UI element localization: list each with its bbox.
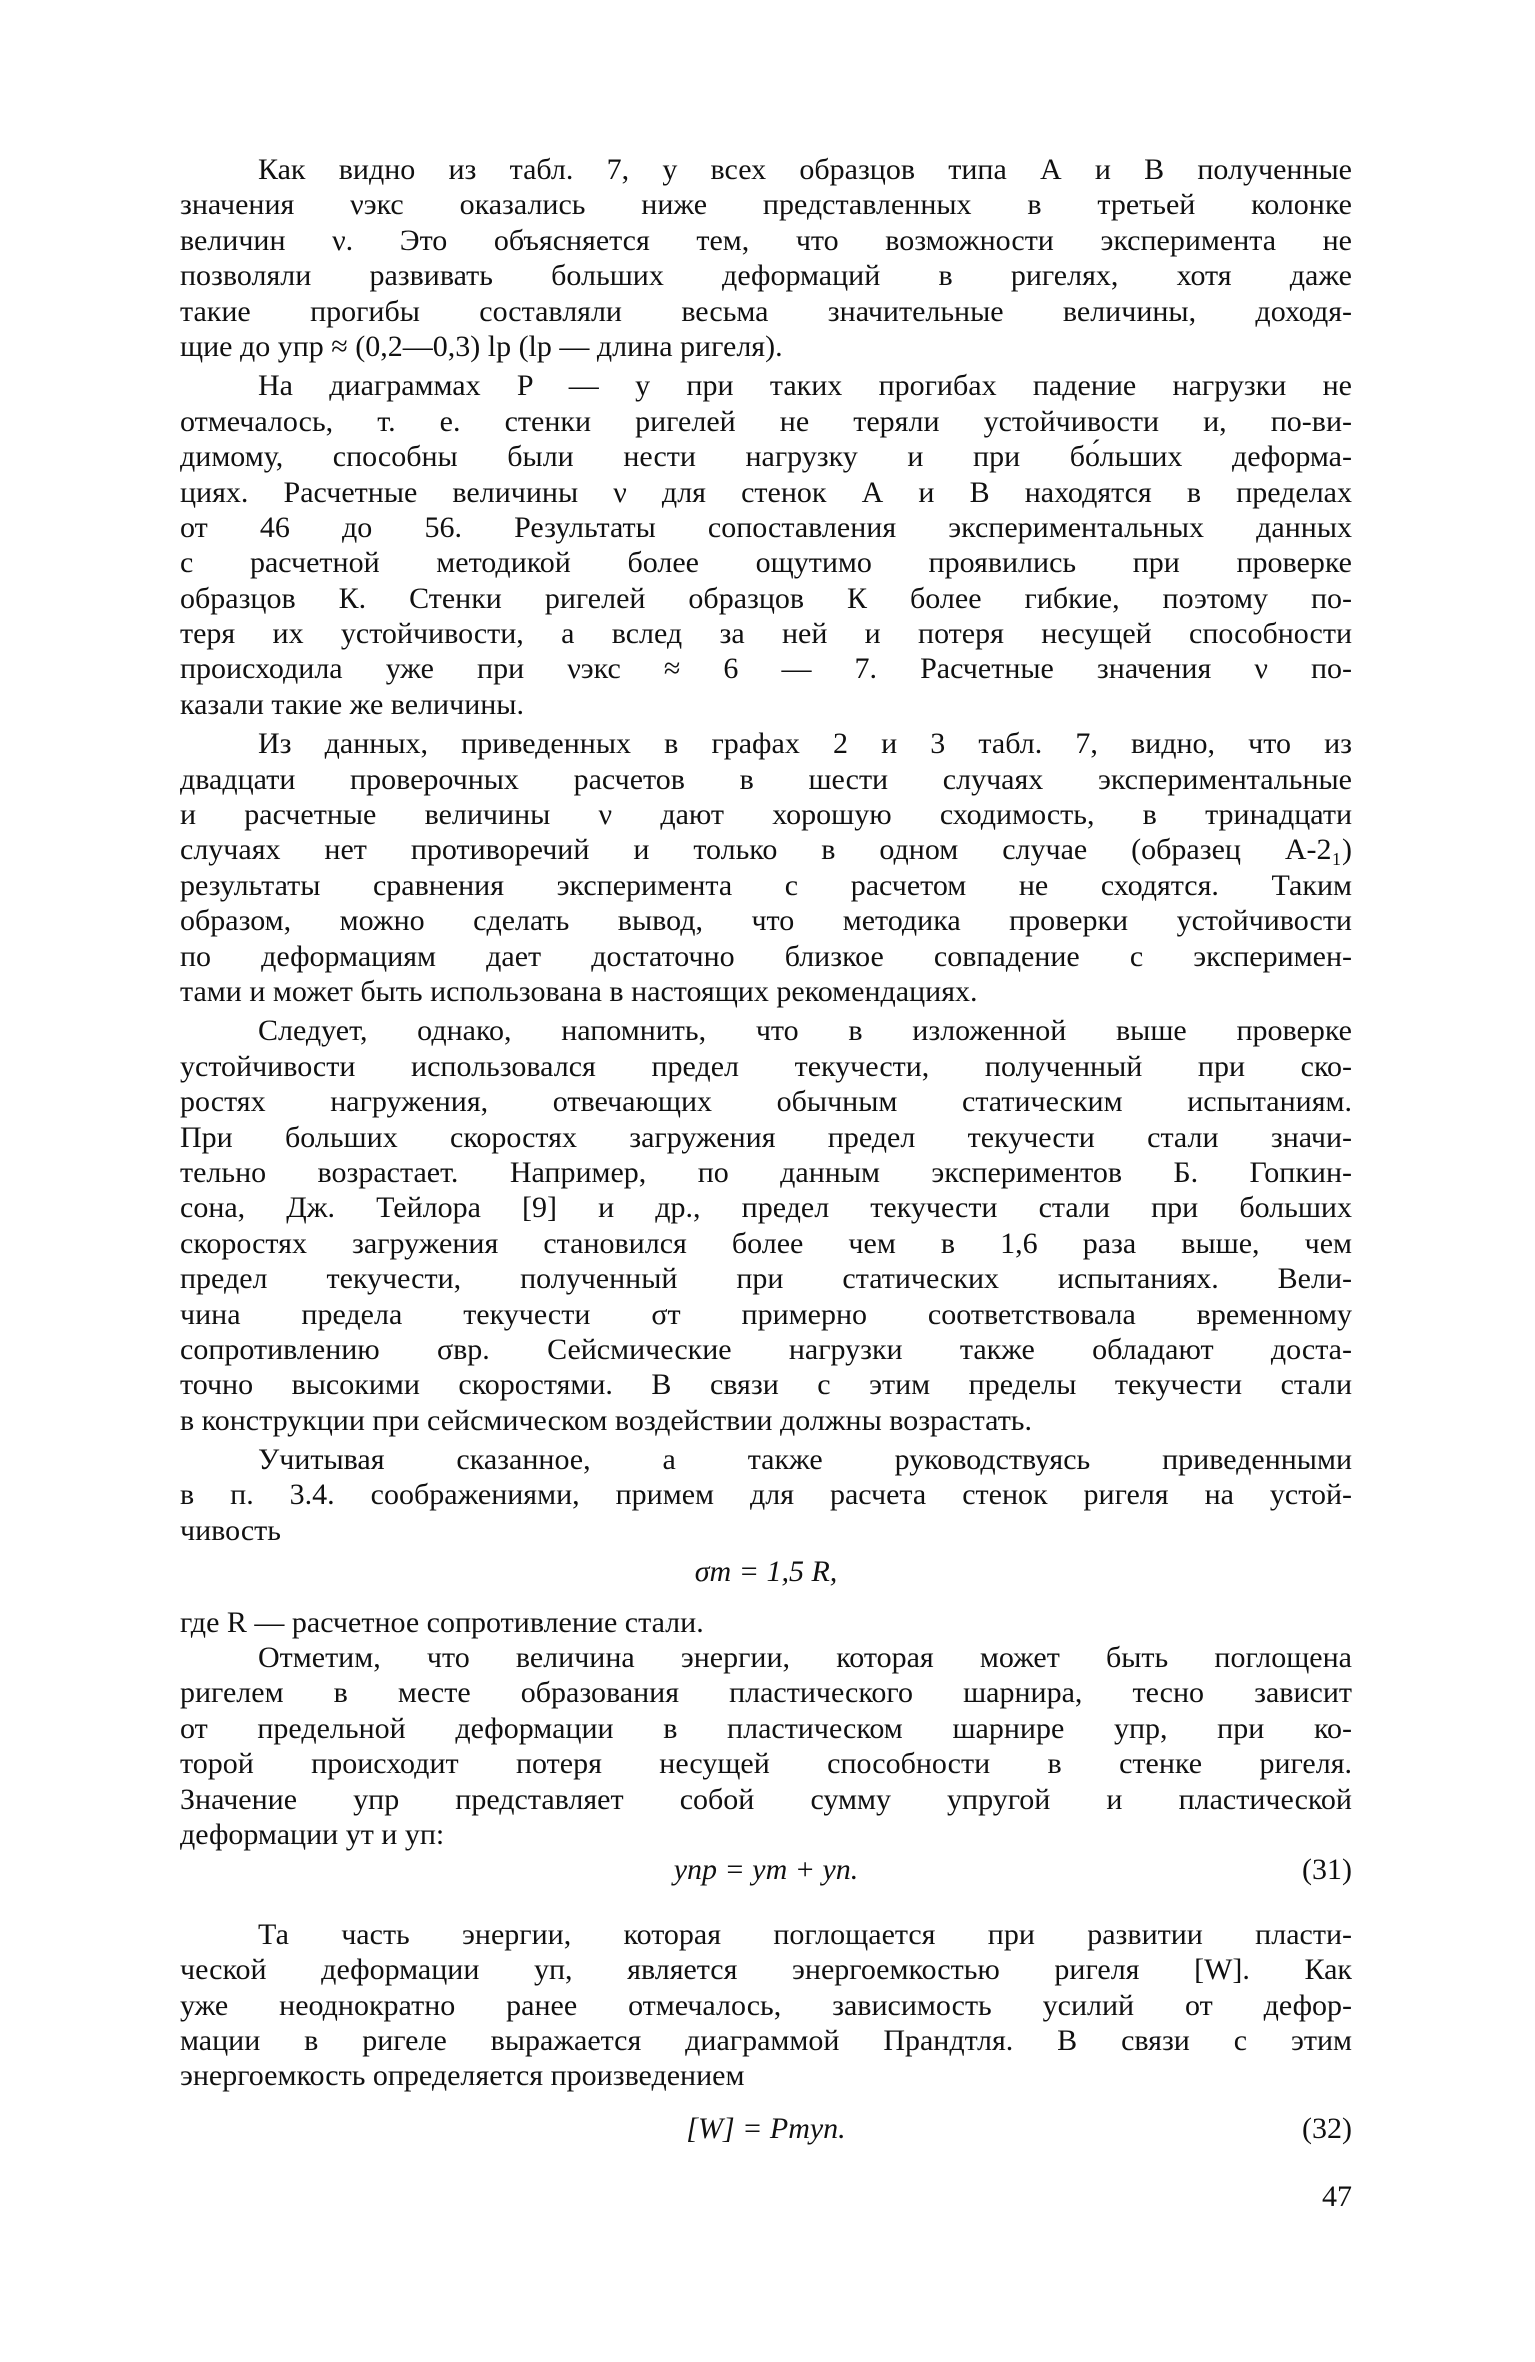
text-line: казали такие же величины. — [180, 687, 524, 721]
text-line: циях. Расчетные величины ν для стенок А и В находятся в пределах — [180, 475, 1352, 509]
text-line: щие до yпр ≈ (0,2—0,3) lр (lр — длина ригеля). — [180, 329, 783, 363]
text-line: мации в ригеле выражается диаграммой Прандтля. В связи с этим — [180, 2023, 1352, 2057]
text-line: ригелем в месте образования пластического шарнира, тесно зависит — [180, 1676, 1352, 1710]
text-line: энергоемкость определяется произведением — [180, 2059, 745, 2093]
text-line: Как видно из табл. 7, у всех образцов типа А и В полученные — [258, 153, 1352, 186]
text-line: величин ν. Это объясняется тем, что возможности эксперимента не — [180, 223, 1352, 257]
text-line: образом, можно сделать вывод, что методика проверки устойчивости — [180, 904, 1352, 938]
formula-32-text: [W] = Pтyп. — [686, 2111, 846, 2145]
text-line: от 46 до 56. Результаты сопоставления экспериментальных данных — [180, 510, 1352, 544]
paragraph — [180, 1917, 1352, 2094]
text-line: Отметим, что величина энергии, которая может быть поглощена — [258, 1641, 1352, 1675]
text-line: в конструкции при сейсмическом воздействии должны возрастать. — [180, 1403, 1032, 1437]
text-line: деформации yт и yп: — [180, 1817, 445, 1851]
text-line: в п. 3.4. соображениями, примем для расчета стенок ригеля на устой- — [180, 1478, 1352, 1512]
text-line: При больших скоростях загружения предел текучести стали значи- — [180, 1120, 1352, 1154]
text-line: точно высокими скоростями. В связи с этим пределы текучести стали — [180, 1368, 1352, 1402]
paragraph-energy — [180, 1640, 1352, 1852]
formula-yield-stress: σт = 1,5 R, — [694, 1555, 838, 1589]
formula-31-number: (31) — [1302, 1853, 1352, 1887]
text-line: Учитывая сказанное, а также руководствуясь приведенными — [258, 1443, 1352, 1477]
text-line: двадцати проверочных расчетов в шести случаях экспериментальные — [180, 762, 1352, 796]
text-line: позволяли развивать больших деформаций в ригелях, хотя даже — [180, 259, 1352, 293]
text-line: тами и может быть использована в настоящих рекомендациях. — [180, 974, 978, 1008]
formula-31 — [180, 1852, 1352, 1887]
text-line: торой происходит потеря несущей способности в стенке ригеля. — [180, 1747, 1352, 1781]
text-line: от предельной деформации в пластическом шарнире yпр, при ко- — [180, 1711, 1352, 1745]
text-line: такие прогибы составляли весьма значительные величины, доходя- — [180, 294, 1352, 328]
paragraph-energy-capacity — [180, 1917, 1352, 2094]
formula-32-number: (32) — [1302, 2111, 1352, 2145]
paragraph — [180, 1640, 1352, 1852]
text-line: ростях нагружения, отвечающих обычным статическим испытаниям. — [180, 1085, 1352, 1119]
text-line: Следует, однако, напомнить, что в изложенной выше проверке — [258, 1014, 1352, 1048]
text-line: На диаграммах P — y при таких прогибах падение нагрузки не — [258, 369, 1352, 403]
text-line: случаях нет противоречий и только в одном случае (образец А-2₁) — [180, 833, 1352, 867]
text-line: устойчивости использовался предел текучести, полученный при ско- — [180, 1049, 1352, 1083]
paragraph — [180, 1442, 1352, 1548]
document-page — [180, 152, 1352, 2214]
paragraph — [180, 1013, 1352, 1438]
paragraph — [180, 368, 1352, 722]
text-line: и расчетные величины ν дают хорошую сходимость, в тринадцати — [180, 798, 1352, 832]
text-line: по деформациям дает достаточно близкое совпадение с эксперимен- — [180, 939, 1352, 973]
text-line: чивость — [180, 1513, 281, 1547]
text-line: димому, способны были нести нагрузку и при бо́льших деформа- — [180, 440, 1352, 474]
text-line: сона, Дж. Тейлора [9] и др., предел текучести стали при больших — [180, 1191, 1352, 1225]
text-line: сопротивлению σвр. Сейсмические нагрузки также обладают доста- — [180, 1332, 1352, 1366]
text-line: уже неоднократно ранее отмечалось, зависимость усилий от дефор- — [180, 1988, 1352, 2022]
where-line: где R — расчетное сопротивление стали. — [180, 1605, 704, 1639]
text-line: значения νэкс оказались ниже представленных в третьей колонке — [180, 188, 1352, 222]
text-line: результаты сравнения эксперимента с расчетом не сходятся. Таким — [180, 868, 1352, 902]
text-line: отмечалось, т. е. стенки ригелей не теряли устойчивости и, по-ви- — [180, 404, 1352, 438]
text-line: теря их устойчивости, а вслед за ней и потеря несущей способности — [180, 617, 1352, 651]
text-line: образцов К. Стенки ригелей образцов К более гибкие, поэтому по- — [180, 581, 1352, 615]
text-line: чина предела текучести σт примерно соответствовала временному — [180, 1297, 1352, 1331]
page-number: 47 — [1322, 2180, 1352, 2214]
text-line: с расчетной методикой более ощутимо проявились при проверке — [180, 546, 1352, 580]
text-line: ческой деформации yп, является энергоемкостью ригеля [W]. Как — [180, 1953, 1352, 1987]
text-line: Значение yпр представляет собой сумму упругой и пластической — [180, 1782, 1352, 1816]
paragraph — [180, 726, 1352, 1009]
text-line: тельно возрастает. Например, по данным экспериментов Б. Гопкин- — [180, 1155, 1352, 1189]
text-line: предел текучести, полученный при статических испытаниях. Вели- — [180, 1262, 1352, 1296]
text-line: происходила уже при νэкс ≈ 6 — 7. Расчетные значения ν по- — [180, 652, 1352, 686]
body-text-before — [180, 152, 1352, 1548]
formula-31-text: yпр = yт + yп. — [673, 1853, 859, 1887]
paragraph — [180, 152, 1352, 364]
text-line: Та часть энергии, которая поглощается при развитии пласти- — [258, 1917, 1352, 1951]
text-line: скоростях загружения становился более чем в 1,6 раза выше, чем — [180, 1226, 1352, 1260]
text-line: Из данных, приведенных в графах 2 и 3 табл. 7, видно, что из — [258, 727, 1352, 761]
formula-32 — [180, 2111, 1352, 2146]
